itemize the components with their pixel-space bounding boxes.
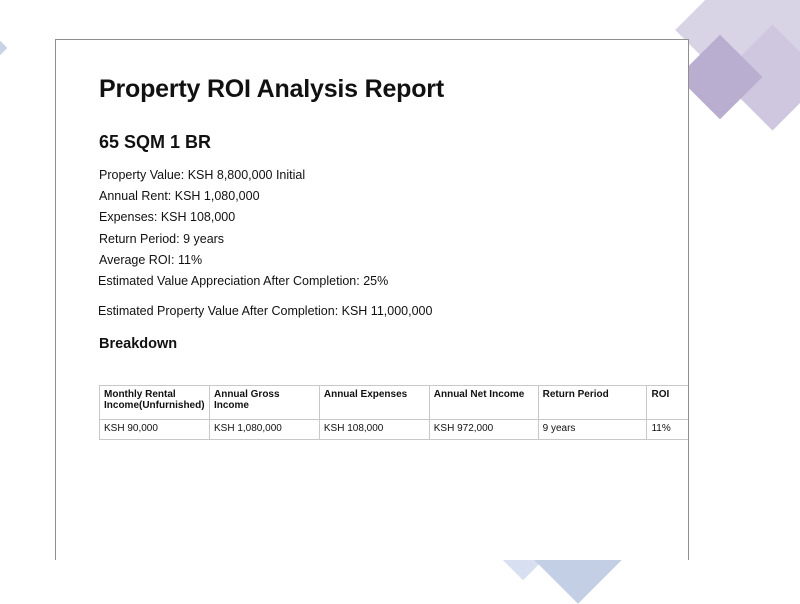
average-roi-line: Average ROI: 11%	[99, 253, 203, 267]
table-cell: 11%	[647, 420, 688, 440]
report-title: Property ROI Analysis Report	[99, 75, 444, 103]
annual-rent-line: Annual Rent: KSH 1,080,000	[99, 189, 260, 203]
property-subtitle: 65 SQM 1 BR	[99, 132, 212, 152]
estimated-property-value-line: Estimated Property Value After Completion: KSH 11,000,000	[98, 304, 433, 318]
table-row	[100, 420, 689, 440]
breakdown-table	[99, 385, 688, 440]
breakdown-heading: Breakdown	[99, 336, 178, 352]
property-value-line: Property Value: KSH 8,800,000 Initial	[99, 168, 306, 182]
table-cell: 9 years	[538, 420, 647, 440]
decorative-diamond	[0, 37, 7, 60]
value-appreciation-line: Estimated Value Appreciation After Completion: 25%	[98, 274, 389, 288]
report-page	[55, 39, 689, 560]
table-cell: KSH 1,080,000	[209, 420, 319, 440]
table-header-row	[100, 386, 689, 420]
column-header: Annual Net Income	[429, 386, 538, 420]
table-cell: KSH 972,000	[429, 420, 538, 440]
column-header: Monthly Rental Income(Unfurnished)	[100, 386, 210, 420]
column-header: Annual Gross Income	[209, 386, 319, 420]
column-header: ROI	[647, 386, 688, 420]
return-period-line: Return Period: 9 years	[99, 232, 225, 246]
table-cell: KSH 90,000	[100, 420, 210, 440]
expenses-line: Expenses: KSH 108,000	[99, 210, 236, 224]
column-header: Annual Expenses	[319, 386, 429, 420]
column-header: Return Period	[538, 386, 647, 420]
table-cell: KSH 108,000	[319, 420, 429, 440]
